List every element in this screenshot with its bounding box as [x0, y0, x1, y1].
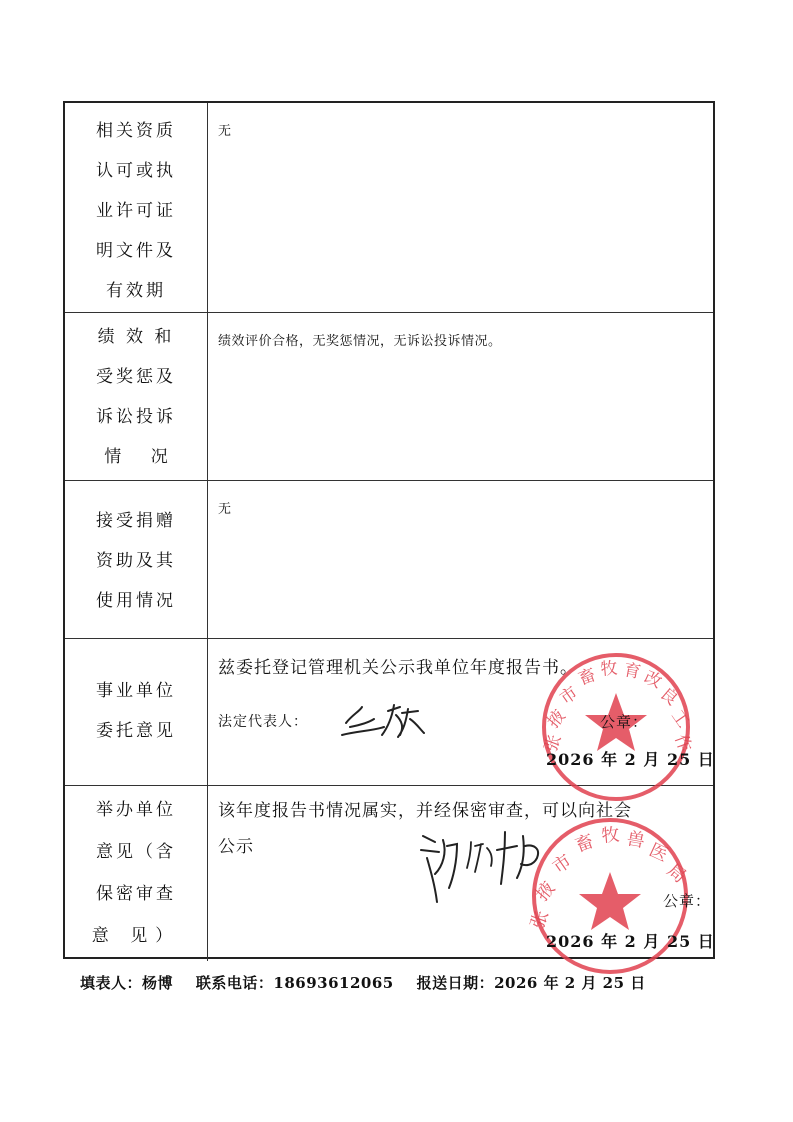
label-line: 保密审查 [96, 884, 176, 904]
row-donations [65, 481, 713, 639]
label-line: 意见（含 [96, 842, 176, 862]
label-line: 意 见） [91, 926, 181, 946]
row-label [65, 481, 208, 638]
legal-rep-label: 法定代表人： [218, 714, 308, 730]
label-line: 使用情况 [96, 591, 176, 611]
sponsor-date: 2026 年 2 月 25 日 [546, 932, 715, 951]
row-entrust-opinion [65, 639, 713, 786]
row-sponsor-opinion [65, 786, 713, 961]
signature-icon [338, 697, 433, 741]
svg-text:良: 良 [655, 683, 682, 710]
svg-text:市: 市 [548, 850, 576, 879]
label-line: 情 况 [104, 447, 180, 467]
svg-text:医: 医 [645, 839, 672, 867]
row-label [65, 786, 208, 961]
report-table [63, 101, 715, 959]
row-label [65, 103, 208, 312]
label-line: 事业单位 [96, 681, 176, 701]
entrust-statement: 兹委托登记管理机关公示我单位年度报告书。 [218, 658, 578, 678]
svg-text:张: 张 [540, 731, 566, 755]
sponsor-statement-line2: 公示 [218, 837, 254, 857]
svg-text:兽: 兽 [625, 828, 647, 853]
row-content [208, 103, 713, 312]
svg-text:育: 育 [622, 660, 643, 683]
svg-text:张: 张 [526, 907, 553, 932]
content-text: 绩效评价合格，无奖惩情况，无诉讼投诉情况。 [218, 334, 502, 349]
label-line: 委托意见 [96, 721, 176, 741]
svg-text:牧: 牧 [600, 824, 621, 847]
svg-text:掖: 掖 [543, 706, 570, 733]
label-line: 绩 效 和 [97, 327, 175, 347]
filler-info: 填表人：杨博 [80, 974, 174, 992]
label-line: 资助及其 [96, 551, 176, 571]
footer [80, 972, 646, 993]
label-line: 举办单位 [96, 800, 176, 820]
label-line: 明文件及 [96, 241, 176, 261]
label-line: 诉讼投诉 [96, 407, 176, 427]
row-content [208, 639, 713, 785]
row-content [208, 786, 713, 961]
row-qualifications [65, 103, 713, 313]
seal-label: 公章： [600, 713, 649, 731]
entrust-date: 2026 年 2 月 25 日 [546, 750, 715, 769]
row-label [65, 639, 208, 785]
svg-text:牧: 牧 [599, 658, 619, 680]
content-text: 无 [218, 124, 232, 139]
svg-text:改: 改 [640, 667, 665, 693]
svg-text:工: 工 [666, 706, 694, 732]
svg-text:作: 作 [670, 731, 695, 755]
content-text: 无 [218, 502, 232, 517]
row-label [65, 313, 208, 480]
row-content [208, 313, 713, 480]
svg-text:畜: 畜 [575, 665, 599, 690]
phone-info: 联系电话：18693612065 [195, 974, 394, 992]
label-line: 受奖惩及 [96, 367, 176, 387]
label-line: 业许可证 [96, 201, 176, 221]
sponsor-statement-line1: 该年度报告书情况属实，并经保密审查，可以向社会 [218, 801, 632, 821]
svg-text:畜: 畜 [572, 830, 597, 857]
svg-text:市: 市 [556, 682, 582, 710]
label-line: 有效期 [106, 281, 166, 301]
row-performance [65, 313, 713, 481]
label-line: 相关资质 [96, 121, 176, 141]
svg-text:掖: 掖 [531, 877, 560, 906]
row-content [208, 481, 713, 638]
label-line: 认可或执 [96, 161, 176, 181]
svg-text:局: 局 [662, 859, 691, 888]
seal-label: 公章： [663, 892, 712, 910]
label-line: 接受捐赠 [96, 511, 176, 531]
report-date-info: 报送日期：2026 年 2 月 25 日 [416, 974, 646, 992]
